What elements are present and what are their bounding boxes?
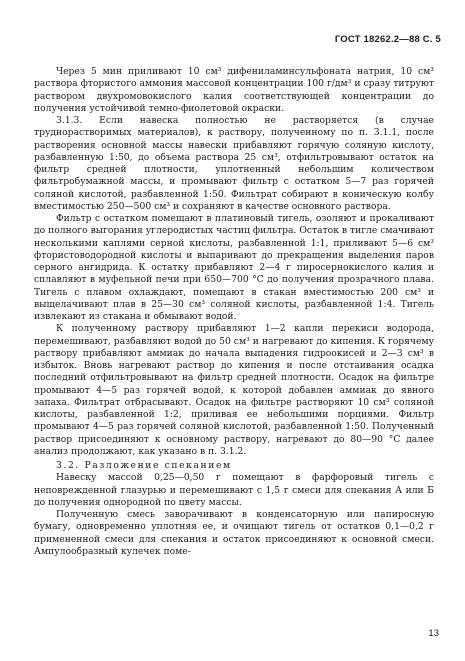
paragraph-hydroxide-precipitation: К полученному раствору прибавляют 1—2 капли перекиси водорода, перемешивают, разбавляют водой до 50 см³ и нагревают до кипения. К горячему раствору прибавляют аммиак до начала выпадения гидроокисей и 2—3 см³ в избыток. Вновь нагревают раствор до кипения и после отстаивания осадка последний отфильтровывают на фильтр средней плотности. Осадок на фильтре промывают 4—5 раз горячей водой, к которой добавлен аммиак до явного запаха. Фильтрат отбрасывают. Осадок на фильтре растворяют 10 см³ соляной кислоты, разбавленной 1:2, приливая ее небольшими порциями. Фильтр промывают 4—5 раз горячей соляной кислотой, разбавленной 1:50. Полученный раствор присоединяют к основному раствору, нагревают до 80—90 °С далее анализ продолжают, как указано в п. 3.1.2.	[34, 323, 434, 457]
paragraph-titration: Через 5 мин приливают 10 см³ дифениламинсульфоната натрия, 10 см³ раствора фтористого аммония массовой концентрации 100 г/дм³ и сразу титруют раствором двухромовокислого калия соответствующей концентрации до получения устойчивой темно-фиолетовой окраски.	[34, 66, 434, 114]
paragraph-3-1-3: 3.1.3. Если навеска полностью не растворяется (в случае труднорастворимых материалов), к раствору, полученному по п. 3.1.1, после растворения основной массы навески прибавляют горячую соляную кислоту, разбавленную 1:50, до объема раствора 25 см³, отфильтровывают остаток на фильтр средней плотности, уплотненный небольшим количеством фильтробумажной массы, и промывают фильтр с остатком 5—7 раз горячей соляной кислотой, разбавленной 1:50. Фильтрат собирают в коническую колбу вместимостью 250—500 см³ и сохраняют в качестве основного раствора.	[34, 115, 434, 212]
page-number: 13	[428, 628, 439, 639]
page-header: ГОСТ 18262.2—88 С. 5	[334, 34, 441, 45]
paragraph-sintering-sample: Навеску массой 0,25—0,50 г помещают в фарфоровый тигель с неповрежденной глазурью и перемешивают с 1,5 г смеси для спекания А или Б до получения однородной по цвету массы.	[34, 472, 434, 508]
paragraph-sintering-wrap: Полученную смесь заворачивают в конденсаторную или папиросную бумагу, одновременно уплотняя ее, и очищают тигель от остатков 0,1—0,2 г примененной смеси для спекания и остаток присоединяют к основной смеси. Ампулообразный кулечек поме-	[34, 509, 434, 557]
section-heading-3-2: 3.2. Разложение спеканием	[56, 460, 232, 471]
paragraph-residue-fusion: Фильтр с остатком помещают в платиновый тигель, озоляют и прокаливают до полного выгорания углеродистых частиц фильтра. Остаток в тигле смачивают несколькими каплями серной кислоты, разбавленной 1:1, приливают 5—6 см³ фтористоводородной кислоты и выпаривают до прекращения выделения паров серного ангидрида. К остатку прибавляют 2—4 г пиросернокислого калия и сплавляют в муфельной печи при 650—700 °С до получения прозрачного плава. Тигель с плавом охлаждают, помещают в стакан вместимостью 200 см³ и выщелачивают плав в 25—30 см³ соляной кислоты, разбавленной 1:4. Тигель извлекают из стакана и обмывают водой.	[34, 213, 434, 322]
document-body	[34, 66, 434, 558]
